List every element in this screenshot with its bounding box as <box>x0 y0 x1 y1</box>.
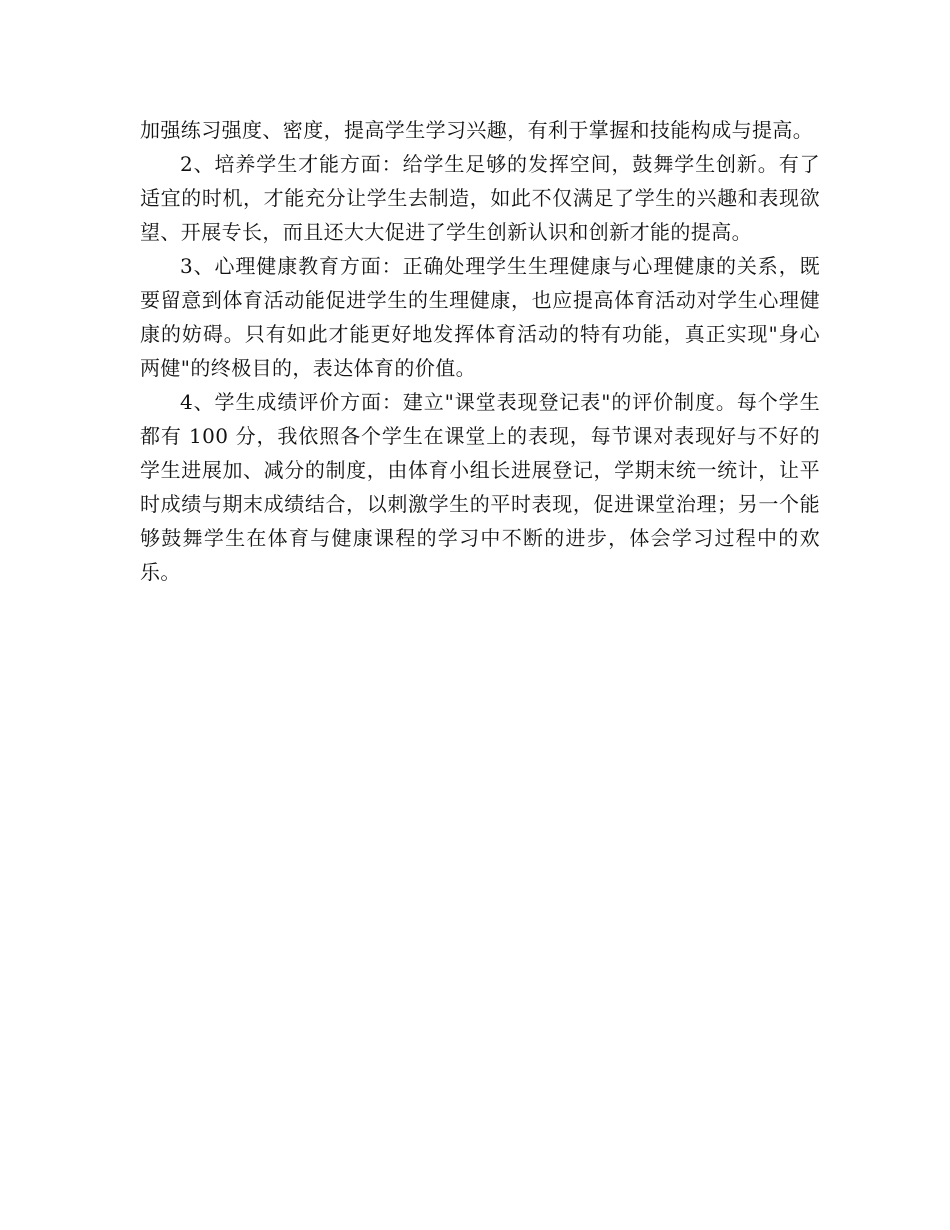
document-body <box>140 113 820 589</box>
paragraph-talent-development: 2、培养学生才能方面：给学生足够的发挥空间，鼓舞学生创新。有了适宜的时机，才能充分让学生去制造，如此不仅满足了学生的兴趣和表现欲望、开展专长，而且还大大促进了学生创新认识和创新才能的提高。 <box>140 152 820 244</box>
paragraph-continuation: 加强练习强度、密度，提高学生学习兴趣，有利于掌握和技能构成与提高。 <box>140 118 814 142</box>
paragraph-mental-health: 3、心理健康教育方面：正确处理学生生理健康与心理健康的关系，既要留意到体育活动能促进学生的生理健康，也应提高体育活动对学生心理健康的妨碍。只有如此才能更好地发挥体育活动的特有功能，真正实现"身心两健"的终极目的，表达体育的价值。 <box>140 254 820 380</box>
paragraph-grade-evaluation: 4、学生成绩评价方面：建立"课堂表现登记表"的评价制度。每个学生都有 100 分，我依照各个学生在课堂上的表现，每节课对表现好与不好的学生进展加、减分的制度，由体育小组长进展登记，学期末统一统计，让平时成绩与期末成绩结合，以刺激学生的平时表现，促进课堂治理；另一个能够鼓舞学生在体育与健康课程的学习中不断的进步，体会学习过程中的欢乐。 <box>140 390 820 584</box>
